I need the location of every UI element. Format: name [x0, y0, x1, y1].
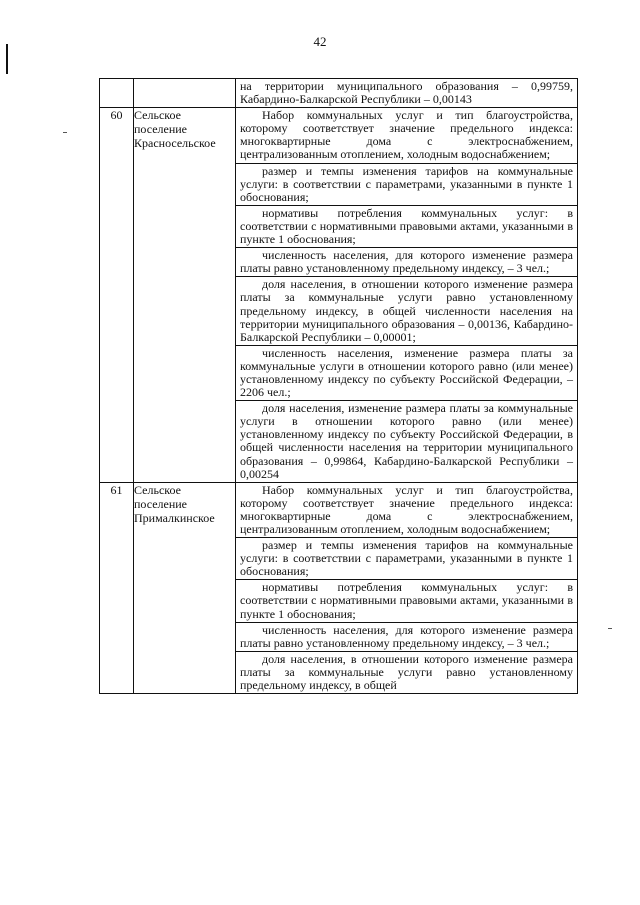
description-paragraph: нормативы потребления коммунальных услуг: в соответствии с нормативными правовыми актами, указанными в пункте 1 обоснования;	[236, 579, 577, 621]
table-row	[100, 108, 578, 483]
description-cell	[236, 79, 578, 108]
municipality-name-cell	[134, 79, 236, 108]
scan-speck	[63, 132, 67, 133]
municipality-name-cell: Сельское поселение Прималкинское	[134, 482, 236, 693]
description-paragraph: численность населения, изменение размера платы за коммунальные услуги в отношении которого равно (или менее) установленному индексу по субъекту Российской Федерации, – 2206 чел.;	[236, 345, 577, 400]
description-paragraph: Набор коммунальных услуг и тип благоустройства, которому соответствует значение предельного индекса: многоквартирные дома с электроснабжением, централизованным отоплением, холодным водоснабжением;	[240, 108, 573, 162]
table-row	[100, 482, 578, 693]
description-paragraph: на территории муниципального образования – 0,99759, Кабардино-Балкарской Республики – 0,00143	[240, 79, 573, 107]
description-paragraph: Набор коммунальных услуг и тип благоустройства, которому соответствует значение предельного индекса: многоквартирные дома с электроснабжением, централизованным отоплением, холодным водоснабжением;	[240, 482, 573, 536]
description-paragraph: численность населения, для которого изменение размера платы равно установленному предельному индексу, – 3 чел.;	[236, 622, 577, 651]
row-number-cell: 61	[100, 482, 134, 693]
description-paragraph: доля населения, в отношении которого изменение размера платы за коммунальные услуги равно установленному предельному индексу, в общей	[236, 651, 577, 693]
row-number-cell: 60	[100, 108, 134, 483]
row-number-cell	[100, 79, 134, 108]
municipality-name-cell: Сельское поселение Красносельское	[134, 108, 236, 483]
indices-table	[99, 78, 578, 694]
indices-table-body	[100, 79, 578, 694]
description-paragraph: размер и темпы изменения тарифов на коммунальные услуги: в соответствии с параметрами, указанными в пункте 1 обоснования;	[236, 163, 577, 205]
description-cell	[236, 108, 578, 483]
description-paragraph: численность населения, для которого изменение размера платы равно установленному предельному индексу, – 3 чел.;	[236, 247, 577, 276]
page-number: 42	[313, 34, 327, 49]
description-paragraph: нормативы потребления коммунальных услуг: в соответствии с нормативными правовыми актами, указанными в пункте 1 обоснования;	[236, 205, 577, 247]
table-row	[100, 79, 578, 108]
description-paragraph: доля населения, изменение размера платы за коммунальные услуги в отношении которого равно (или менее) установленному индексу по субъекту Российской Федерации, в общей численности населения на территории муниципального образования – 0,99864, Кабардино-Балкарской Республики – 0,00254	[236, 400, 577, 482]
scan-margin-mark	[6, 44, 8, 74]
description-paragraph: доля населения, в отношении которого изменение размера платы за коммунальные услуги равно установленному предельному индексу, в общей численности населения на территории муниципального образования – 0,00136, Кабардино-Балкарской Республики – 0,00001;	[236, 276, 577, 344]
scan-speck	[608, 628, 612, 629]
description-paragraph: размер и темпы изменения тарифов на коммунальные услуги: в соответствии с параметрами, указанными в пункте 1 обоснования;	[236, 537, 577, 579]
description-cell	[236, 482, 578, 693]
